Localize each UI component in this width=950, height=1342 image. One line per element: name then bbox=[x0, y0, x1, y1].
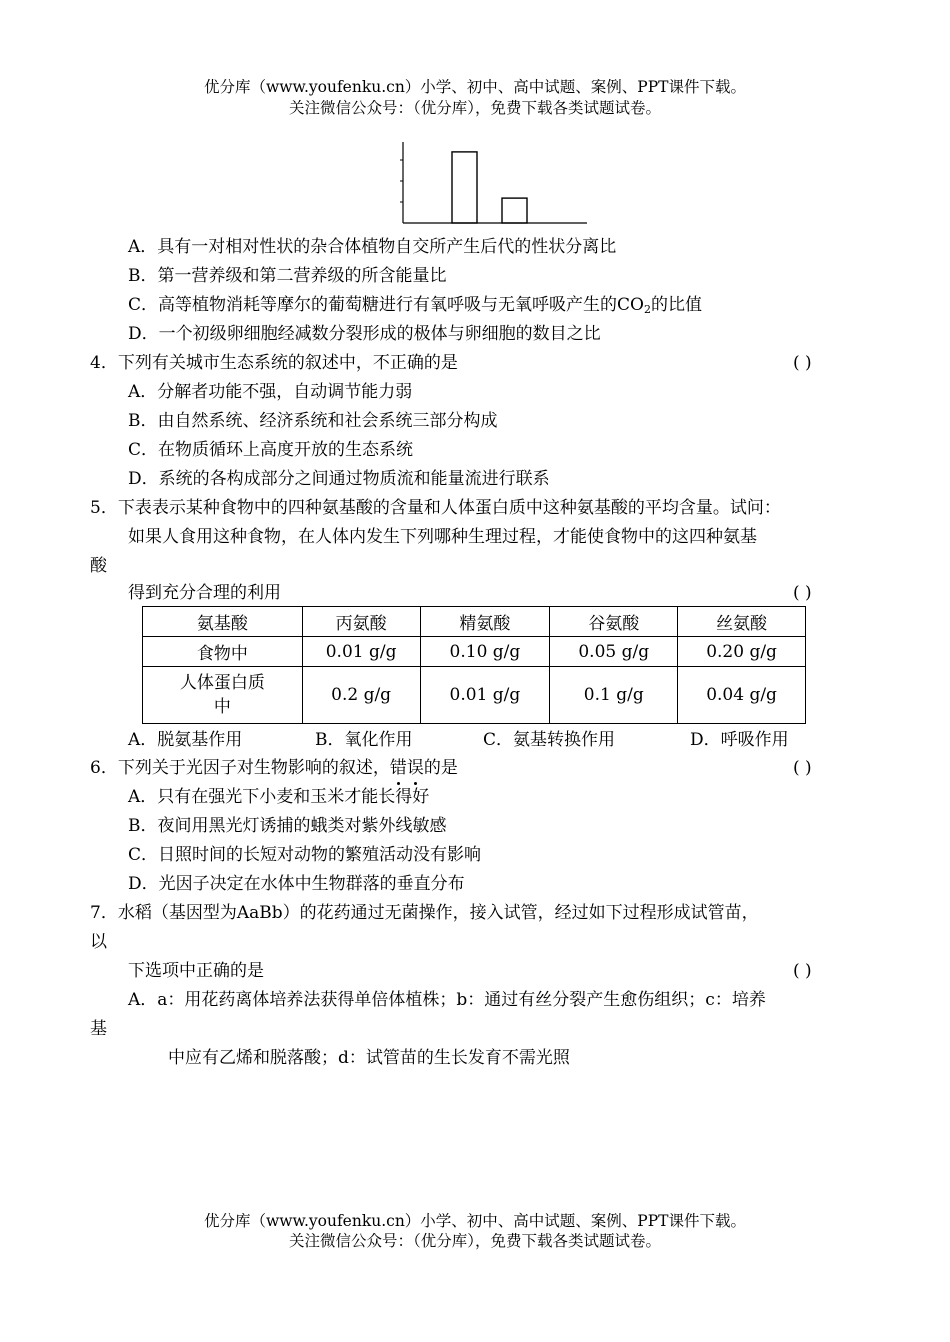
bar-figure bbox=[395, 140, 595, 230]
q5-stem-line-3: 酸 bbox=[90, 556, 107, 576]
q7-option-a-line-2: 基 bbox=[90, 1019, 107, 1039]
q6-stem-text: 6．下列关于光因子对生物影响的叙述， bbox=[90, 758, 390, 778]
q6-stem bbox=[90, 757, 458, 779]
header-line-2: 关注微信公众号：（优分库），免费下载各类试题试卷。 bbox=[288, 99, 661, 117]
table-header-cell: 精氨酸 bbox=[420, 607, 550, 637]
table-cell: 0.01 g/g bbox=[420, 667, 550, 724]
footer-line-1: 优分库（www.youfenku.cn）小学、初中、高中试题、案例、PPT课件下载。 bbox=[203, 1212, 747, 1230]
q5-option-c: C．氨基转换作用 bbox=[483, 730, 616, 750]
q3-option-c-subscript: 2 bbox=[643, 303, 651, 316]
table-cell: 0.05 g/g bbox=[550, 637, 678, 667]
q3-option-c bbox=[128, 294, 702, 316]
q5-stem-line-1: 5．下表表示某种食物中的四种氨基酸的含量和人体蛋白质中这种氨基酸的平均含量。试问： bbox=[90, 498, 781, 518]
q6-option-b: B．夜间用黑光灯诱捕的蛾类对紫外线敏感 bbox=[128, 816, 447, 836]
q5-stem-line-2: 如果人食用这种食物，在人体内发生下列哪种生理过程，才能使食物中的这四种氨基 bbox=[128, 527, 757, 547]
table-cell: 0.20 g/g bbox=[678, 637, 806, 667]
q5-option-d: D．呼吸作用 bbox=[690, 730, 789, 750]
bar-2 bbox=[502, 198, 527, 223]
q7-stem-line-1: 7．水稻（基因型为AaBb）的花药通过无菌操作，接入试管，经过如下过程形成试管苗， bbox=[90, 903, 759, 923]
q3-option-d: D．一个初级卵细胞经减数分裂形成的极体与卵细胞的数目之比 bbox=[128, 324, 601, 344]
q3-option-c-tail: 的比值 bbox=[650, 295, 702, 315]
q3-option-a: A．具有一对相对性状的杂合体植物自交所产生后代的性状分离比 bbox=[128, 237, 617, 257]
q7-option-a-line-3: 中应有乙烯和脱落酸；d：试管苗的生长发育不需光照 bbox=[168, 1048, 570, 1068]
table-cell bbox=[143, 667, 303, 724]
q7-answer-paren: ( ) bbox=[793, 961, 812, 981]
table-cell-label-line-1: 人体蛋白质 bbox=[179, 673, 265, 693]
footer-line-2: 关注微信公众号：（优分库），免费下载各类试题试卷。 bbox=[288, 1232, 661, 1250]
q6-option-a: A．只有在强光下小麦和玉米才能长得好 bbox=[128, 787, 430, 807]
q7-stem-line-2: 以 bbox=[90, 932, 107, 952]
table-cell: 0.2 g/g bbox=[302, 667, 420, 724]
q3-option-c-text: C．高等植物消耗等摩尔的葡萄糖进行有氧呼吸与无氧呼吸产生的CO bbox=[128, 295, 644, 315]
table-header-cell: 氨基酸 bbox=[143, 607, 303, 637]
q5-answer-paren: ( ) bbox=[793, 583, 812, 603]
q7-option-a-line-1: A．a：用花药离体培养法获得单倍体植株；b：通过有丝分裂产生愈伤组织；c：培养 bbox=[128, 990, 766, 1010]
table-row-food bbox=[143, 637, 806, 667]
amino-acid-table bbox=[142, 606, 806, 724]
q6-option-d: D．光因子决定在水体中生物群落的垂直分布 bbox=[128, 874, 465, 894]
q5-stem-line-4: 得到充分合理的利用 bbox=[128, 583, 281, 603]
table-cell: 食物中 bbox=[143, 637, 303, 667]
q4-answer-paren: ( ) bbox=[793, 353, 812, 373]
table-cell: 0.10 g/g bbox=[420, 637, 550, 667]
q4-option-a: A．分解者功能不强，自动调节能力弱 bbox=[128, 382, 413, 402]
table-header-cell: 谷氨酸 bbox=[550, 607, 678, 637]
q5-option-a: A．脱氨基作用 bbox=[128, 730, 243, 750]
q6-stem-emphasis-1: 错 bbox=[389, 758, 407, 778]
bar-1 bbox=[452, 152, 477, 223]
q7-stem-line-3: 下选项中正确的是 bbox=[128, 961, 264, 981]
q4-option-d: D．系统的各构成部分之间通过物质流和能量流进行联系 bbox=[128, 469, 550, 489]
table-cell: 0.04 g/g bbox=[678, 667, 806, 724]
q4-option-c: C．在物质循环上高度开放的生态系统 bbox=[128, 440, 414, 460]
table-header-row bbox=[143, 607, 806, 637]
table-cell: 0.1 g/g bbox=[550, 667, 678, 724]
header-line-1: 优分库（www.youfenku.cn）小学、初中、高中试题、案例、PPT课件下载。 bbox=[203, 78, 747, 96]
q6-stem-tail: 的是 bbox=[423, 758, 458, 778]
q4-stem: 4．下列有关城市生态系统的叙述中，不正确的是 bbox=[90, 353, 458, 373]
q6-option-c: C．日照时间的长短对动物的繁殖活动没有影响 bbox=[128, 845, 482, 865]
q5-option-b: B．氧化作用 bbox=[315, 730, 413, 750]
table-cell-label-line-2: 中 bbox=[213, 697, 231, 717]
table-header-cell: 丙氨酸 bbox=[302, 607, 420, 637]
q6-answer-paren: ( ) bbox=[793, 758, 812, 778]
q6-stem-emphasis-2: 误 bbox=[406, 758, 424, 778]
table-header-cell: 丝氨酸 bbox=[678, 607, 806, 637]
table-row-protein bbox=[143, 667, 806, 724]
q4-option-b: B．由自然系统、经济系统和社会系统三部分构成 bbox=[128, 411, 498, 431]
q3-option-b: B．第一营养级和第二营养级的所含能量比 bbox=[128, 266, 447, 286]
table-cell: 0.01 g/g bbox=[302, 637, 420, 667]
